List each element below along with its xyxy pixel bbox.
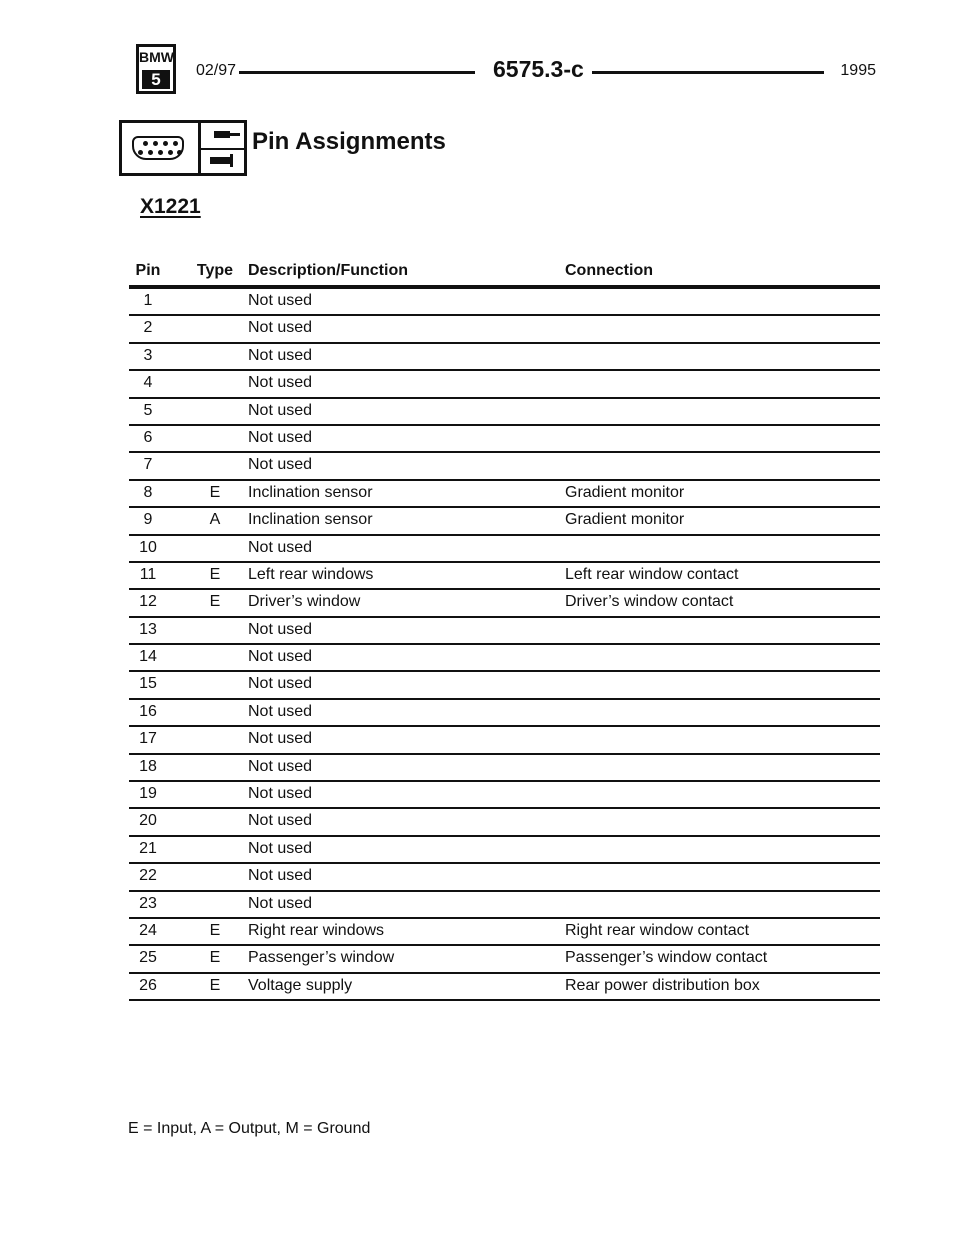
table-row: [129, 618, 880, 645]
description-cell: Not used: [248, 730, 313, 748]
pin-cell: 16: [139, 702, 157, 720]
description-cell: Not used: [248, 839, 313, 857]
table-body: [129, 289, 880, 1001]
table-row: [129, 453, 880, 480]
table-row: [129, 864, 880, 891]
type-cell: E: [209, 565, 221, 583]
description-cell: Left rear windows: [248, 565, 374, 583]
description-cell: Inclination sensor: [248, 511, 373, 529]
logo-text: BMW: [139, 49, 174, 65]
table-row: [129, 974, 880, 1001]
description-cell: Not used: [248, 702, 313, 720]
table-row: [129, 672, 880, 699]
connection-cell: Left rear window contact: [565, 565, 739, 583]
pin-cell: 17: [139, 730, 157, 748]
bmw-logo-icon: [136, 44, 176, 94]
table-row: [129, 316, 880, 343]
table-row: [129, 426, 880, 453]
header-rule-right: [592, 71, 824, 74]
pin-cell: 19: [139, 785, 157, 803]
connection-cell: Gradient monitor: [565, 483, 685, 501]
description-cell: Not used: [248, 648, 313, 666]
section-title: Pin Assignments: [252, 128, 446, 155]
pin-cell: 12: [139, 593, 157, 611]
table-row: [129, 809, 880, 836]
description-cell: Not used: [248, 867, 313, 885]
description-cell: Not used: [248, 620, 313, 638]
section-heading: [119, 120, 719, 178]
description-cell: Not used: [248, 456, 313, 474]
pin-cell: 7: [143, 456, 153, 474]
description-cell: Not used: [248, 785, 313, 803]
connection-cell: Rear power distribution box: [565, 976, 760, 994]
description-cell: Right rear windows: [248, 921, 385, 939]
header-pin: Pin: [135, 262, 161, 279]
table-row: [129, 371, 880, 398]
table-row: [129, 508, 880, 535]
table-row: [129, 727, 880, 754]
table-header-row: [129, 258, 880, 289]
pin-cell: 25: [139, 949, 157, 967]
header-connection: Connection: [565, 262, 653, 279]
pin-cell: 10: [139, 538, 157, 556]
pin-cell: 26: [139, 976, 157, 994]
description-cell: Not used: [248, 757, 313, 775]
pin-cell: 8: [143, 483, 153, 501]
type-legend: E = Input, A = Output, M = Ground: [128, 1120, 371, 1137]
table-row: [129, 755, 880, 782]
description-cell: Not used: [248, 401, 313, 419]
pin-cell: 21: [139, 839, 157, 857]
connector-id: X1221: [140, 195, 201, 218]
connection-cell: Right rear window contact: [565, 921, 750, 939]
table-row: [129, 481, 880, 508]
plug-outline: [132, 136, 184, 160]
type-cell: E: [209, 949, 221, 967]
pin-cell: 11: [139, 565, 157, 583]
description-cell: Not used: [248, 292, 313, 309]
description-cell: Driver’s window: [248, 593, 361, 611]
pin-cell: 14: [139, 648, 157, 666]
logo-number: 5: [142, 70, 170, 89]
table-row: [129, 344, 880, 371]
pin-cell: 18: [139, 757, 157, 775]
connection-cell: Passenger’s window contact: [565, 949, 768, 967]
table-row: [129, 782, 880, 809]
table-row: [129, 399, 880, 426]
table-row: [129, 700, 880, 727]
pin-cell: 22: [139, 867, 157, 885]
description-cell: Not used: [248, 428, 313, 446]
header-type: Type: [196, 262, 234, 279]
description-cell: Not used: [248, 346, 313, 364]
connection-cell: Gradient monitor: [565, 511, 685, 529]
table-row: [129, 563, 880, 590]
pin-cell: 1: [143, 292, 153, 309]
pin-cell: 4: [143, 374, 153, 392]
pin-cell: 24: [139, 921, 157, 939]
pin-cell: 6: [143, 428, 153, 446]
type-cell: E: [209, 976, 221, 994]
pin-cell: 23: [139, 894, 157, 912]
connection-cell: Driver’s window contact: [565, 593, 734, 611]
type-cell: E: [209, 483, 221, 501]
table-row: [129, 892, 880, 919]
pin-cell: 2: [143, 319, 153, 337]
pin-cell: 13: [139, 620, 157, 638]
description-cell: Voltage supply: [248, 976, 353, 994]
table-row: [129, 837, 880, 864]
description-cell: Not used: [248, 538, 313, 556]
type-cell: A: [209, 511, 221, 529]
table-row: [129, 645, 880, 672]
description-cell: Passenger’s window: [248, 949, 395, 967]
description-cell: Not used: [248, 319, 313, 337]
description-cell: Not used: [248, 374, 313, 392]
pin-cell: 5: [143, 401, 153, 419]
pin-cell: 20: [139, 812, 157, 830]
pin-cell: 3: [143, 346, 153, 364]
description-cell: Not used: [248, 894, 313, 912]
page-header: [136, 44, 876, 94]
description-cell: Not used: [248, 812, 313, 830]
table-row: [129, 946, 880, 973]
pin-cell: 9: [143, 511, 153, 529]
type-cell: E: [209, 593, 221, 611]
header-year: 1995: [840, 62, 876, 79]
document-code: 6575.3-c: [493, 56, 584, 82]
table-row: [129, 289, 880, 316]
description-cell: Inclination sensor: [248, 483, 373, 501]
pin-assignment-table: [129, 258, 880, 1001]
table-row: [129, 536, 880, 563]
header-rule-left: [239, 71, 475, 74]
pin-cell: 15: [139, 675, 157, 693]
description-cell: Not used: [248, 675, 313, 693]
header-description: Description/Function: [248, 262, 408, 279]
table-row: [129, 919, 880, 946]
connector-plug-icon: [119, 120, 247, 176]
header-date: 02/97: [196, 62, 237, 79]
table-row: [129, 590, 880, 617]
type-cell: E: [209, 921, 221, 939]
